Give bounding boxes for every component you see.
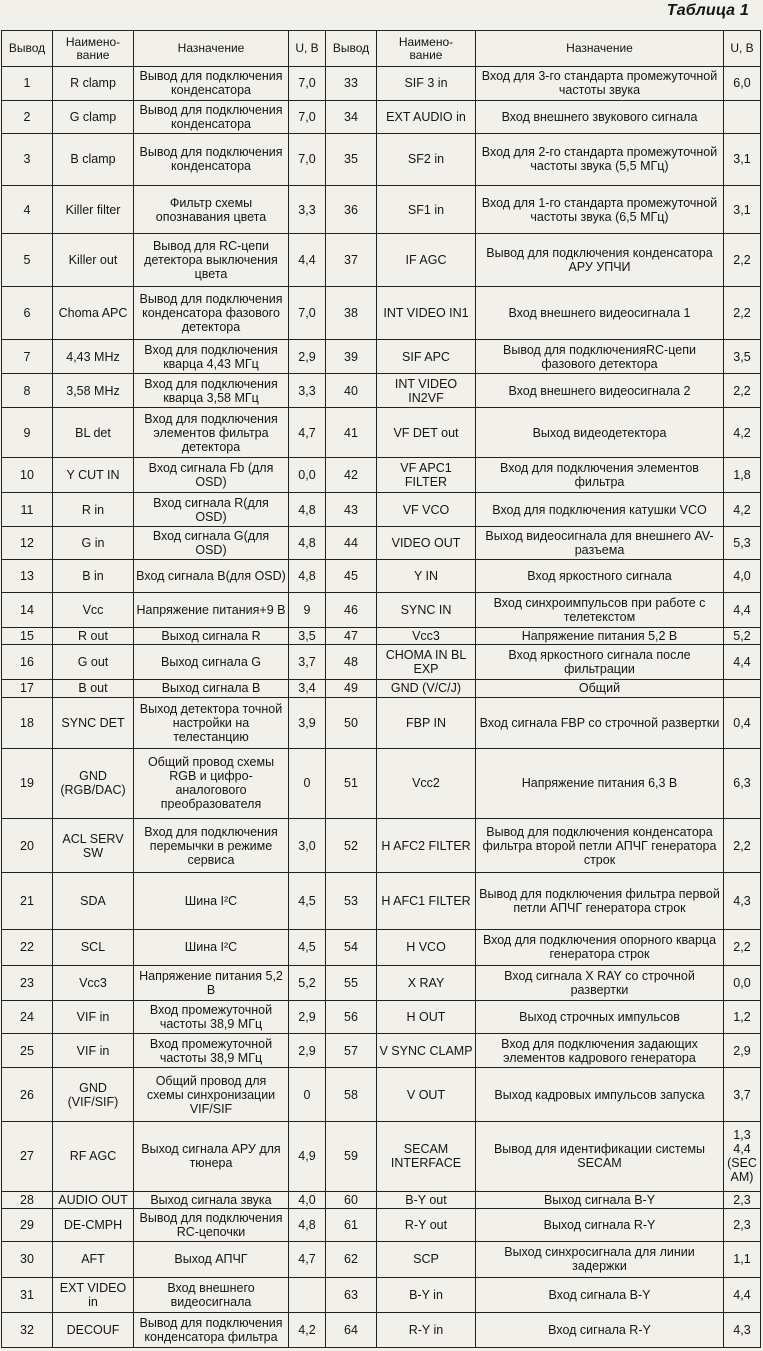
col-header-purpose-left: Назначение — [134, 31, 289, 67]
cell-name-right: VF VCO — [377, 493, 476, 527]
cell-voltage-left: 9 — [289, 592, 326, 627]
col-header-purpose-right: Назначение — [476, 31, 724, 67]
cell-purpose-left: Общий провод схемы RGB и цифро-аналогового преобразователя — [134, 748, 289, 818]
cell-name-left: GND (VIF/SIF) — [53, 1068, 134, 1121]
cell-voltage-right: 2,9 — [724, 1034, 761, 1068]
cell-voltage-right: 4,3 — [724, 873, 761, 929]
cell-name-left: BL det — [53, 407, 134, 457]
cell-name-right: SF2 in — [377, 133, 476, 185]
cell-purpose-left: Вывод для подключения конденсатора — [134, 133, 289, 185]
cell-voltage-left: 7,0 — [289, 67, 326, 101]
cell-purpose-left: Фильтр схемы опознавания цвета — [134, 186, 289, 234]
cell-voltage-left: 4,8 — [289, 493, 326, 527]
cell-voltage-left: 0 — [289, 1068, 326, 1121]
cell-purpose-left: Выход сигнала G — [134, 645, 289, 680]
cell-pin-right: 64 — [326, 1312, 377, 1347]
col-header-voltage-right: U, В — [724, 31, 761, 67]
cell-pin-right: 36 — [326, 186, 377, 234]
cell-voltage-right: 2,3 — [724, 1191, 761, 1208]
cell-pin-right: 40 — [326, 374, 377, 408]
cell-purpose-right: Вход сигнала FBP со строчной развертки — [476, 697, 724, 748]
table-caption: Таблица 1 — [666, 2, 749, 19]
cell-purpose-right: Выход видеосигнала для внешнего AV-разъема — [476, 527, 724, 560]
cell-purpose-right: Вход для подключения элементов фильтра — [476, 458, 724, 493]
cell-purpose-right: Вывод для подключения конденсатора АРУ УПЧИ — [476, 234, 724, 286]
cell-pin-left: 7 — [2, 340, 53, 374]
cell-name-left: AUDIO OUT — [53, 1191, 134, 1208]
cell-pin-left: 14 — [2, 592, 53, 627]
cell-purpose-left: Вход сигнала G(для OSD) — [134, 527, 289, 560]
cell-name-right: INT VIDEO IN1 — [377, 286, 476, 339]
cell-pin-left: 32 — [2, 1312, 53, 1347]
cell-voltage-left: 4,8 — [289, 527, 326, 560]
cell-voltage-left: 2,9 — [289, 340, 326, 374]
cell-purpose-left: Вход промежуточной частоты 38,9 МГц — [134, 1000, 289, 1034]
cell-name-right: R-Y out — [377, 1209, 476, 1242]
cell-pin-right: 54 — [326, 929, 377, 965]
cell-voltage-right: 2,2 — [724, 234, 761, 286]
cell-voltage-right: 2,2 — [724, 818, 761, 872]
cell-pin-left: 25 — [2, 1034, 53, 1068]
cell-voltage-right: 5,2 — [724, 627, 761, 644]
cell-voltage-right: 0,4 — [724, 697, 761, 748]
table-row — [2, 873, 761, 929]
cell-pin-right: 46 — [326, 592, 377, 627]
cell-name-right: SIF 3 in — [377, 67, 476, 101]
cell-pin-right: 37 — [326, 234, 377, 286]
cell-pin-right: 43 — [326, 493, 377, 527]
table-row — [2, 929, 761, 965]
cell-purpose-left: Вход сигнала Fb (для OSD) — [134, 458, 289, 493]
cell-purpose-left: Вывод для подключения RC-цепочки — [134, 1209, 289, 1242]
cell-pin-right: 35 — [326, 133, 377, 185]
cell-pin-right: 44 — [326, 527, 377, 560]
cell-purpose-left: Вывод для подключения конденсатора — [134, 100, 289, 133]
cell-voltage-left: 2,9 — [289, 1000, 326, 1034]
cell-voltage-left: 4,7 — [289, 407, 326, 457]
cell-voltage-right: 3,1 — [724, 186, 761, 234]
cell-voltage-right: 6,0 — [724, 67, 761, 101]
cell-pin-left: 3 — [2, 133, 53, 185]
cell-name-right: INT VIDEO IN2VF — [377, 374, 476, 408]
cell-name-right: R-Y in — [377, 1312, 476, 1347]
cell-purpose-right: Вход внешнего видеосигнала 2 — [476, 374, 724, 408]
cell-name-left: ACL SERV SW — [53, 818, 134, 872]
table-row — [2, 186, 761, 234]
cell-name-left: Vcc — [53, 592, 134, 627]
cell-purpose-left: Вывод для подключения конденсатора фильтра — [134, 1312, 289, 1347]
cell-voltage-right: 4,4 — [724, 592, 761, 627]
cell-voltage-left: 4,9 — [289, 1121, 326, 1191]
cell-voltage-left: 3,5 — [289, 627, 326, 644]
cell-pin-left: 24 — [2, 1000, 53, 1034]
cell-voltage-left: 3,3 — [289, 374, 326, 408]
cell-voltage-left: 7,0 — [289, 286, 326, 339]
cell-voltage-right: 3,1 — [724, 133, 761, 185]
cell-purpose-left: Общий провод для схемы синхронизации VIF/SIF — [134, 1068, 289, 1121]
cell-voltage-left: 4,0 — [289, 1191, 326, 1208]
cell-name-right: CHOMA IN BL EXP — [377, 645, 476, 680]
cell-purpose-right: Вход внешнего видеосигнала 1 — [476, 286, 724, 339]
cell-pin-left: 9 — [2, 407, 53, 457]
table-row — [2, 1000, 761, 1034]
cell-purpose-right: Вывод для подключения конденсатора фильтра второй петли АПЧГ генератора строк — [476, 818, 724, 872]
table-row — [2, 1034, 761, 1068]
cell-name-right: SCP — [377, 1241, 476, 1277]
cell-name-right: VF DET out — [377, 407, 476, 457]
cell-pin-right: 51 — [326, 748, 377, 818]
cell-name-left: SDA — [53, 873, 134, 929]
table-row — [2, 1191, 761, 1208]
cell-purpose-right: Вход для 2-го стандарта промежуточной частоты звука (5,5 МГц) — [476, 133, 724, 185]
table-row — [2, 680, 761, 697]
cell-pin-left: 13 — [2, 559, 53, 592]
cell-name-right: FBP IN — [377, 697, 476, 748]
table-row — [2, 67, 761, 101]
cell-purpose-left: Выход сигнала звука — [134, 1191, 289, 1208]
cell-pin-right: 50 — [326, 697, 377, 748]
table-row — [2, 493, 761, 527]
cell-pin-right: 41 — [326, 407, 377, 457]
cell-pin-left: 18 — [2, 697, 53, 748]
cell-name-right: IF AGC — [377, 234, 476, 286]
cell-pin-left: 22 — [2, 929, 53, 965]
table-row — [2, 340, 761, 374]
cell-name-left: B in — [53, 559, 134, 592]
cell-purpose-left: Вход промежуточной частоты 38,9 МГц — [134, 1034, 289, 1068]
cell-voltage-right: 5,3 — [724, 527, 761, 560]
table-row — [2, 559, 761, 592]
table-row — [2, 133, 761, 185]
cell-pin-right: 57 — [326, 1034, 377, 1068]
table-row — [2, 234, 761, 286]
cell-name-left: G clamp — [53, 100, 134, 133]
cell-purpose-right: Вход синхроимпульсов при работе с телетекстом — [476, 592, 724, 627]
cell-pin-left: 28 — [2, 1191, 53, 1208]
cell-name-right: VF APC1 FILTER — [377, 458, 476, 493]
cell-voltage-right: 2,2 — [724, 929, 761, 965]
cell-name-left: EXT VIDEO in — [53, 1277, 134, 1312]
cell-name-right: B-Y in — [377, 1277, 476, 1312]
cell-purpose-left: Напряжение питания+9 В — [134, 592, 289, 627]
cell-name-right: SECAM INTERFACE — [377, 1121, 476, 1191]
cell-voltage-right: 3,5 — [724, 340, 761, 374]
cell-pin-left: 26 — [2, 1068, 53, 1121]
cell-voltage-left — [289, 1277, 326, 1312]
cell-pin-right: 48 — [326, 645, 377, 680]
cell-voltage-left: 4,4 — [289, 234, 326, 286]
cell-pin-left: 12 — [2, 527, 53, 560]
cell-pin-left: 20 — [2, 818, 53, 872]
cell-purpose-right: Вход для подключения опорного кварца генератора строк — [476, 929, 724, 965]
cell-pin-right: 38 — [326, 286, 377, 339]
table-row — [2, 407, 761, 457]
cell-voltage-left: 4,5 — [289, 873, 326, 929]
cell-voltage-left: 7,0 — [289, 100, 326, 133]
cell-name-left: R out — [53, 627, 134, 644]
cell-voltage-left: 4,2 — [289, 1312, 326, 1347]
cell-purpose-right: Выход кадровых импульсов запуска — [476, 1068, 724, 1121]
cell-voltage-right: 3,7 — [724, 1068, 761, 1121]
cell-pin-left: 30 — [2, 1241, 53, 1277]
cell-name-left: GND (RGB/DAC) — [53, 748, 134, 818]
cell-pin-right: 34 — [326, 100, 377, 133]
cell-voltage-right — [724, 100, 761, 133]
cell-name-right: GND (V/C/J) — [377, 680, 476, 697]
cell-purpose-right: Выход сигнала B-Y — [476, 1191, 724, 1208]
cell-purpose-left: Вывод для RC-цепи детектора выключения цвета — [134, 234, 289, 286]
cell-purpose-right: Вход для подключения катушки VCO — [476, 493, 724, 527]
table-row — [2, 748, 761, 818]
col-header-pin-right: Вывод — [326, 31, 377, 67]
cell-voltage-right: 4,4 — [724, 1277, 761, 1312]
table-row — [2, 1277, 761, 1312]
cell-name-right: H VCO — [377, 929, 476, 965]
cell-purpose-right: Вход яркостного сигнала — [476, 559, 724, 592]
cell-name-left: Killer out — [53, 234, 134, 286]
cell-voltage-right: 2,2 — [724, 286, 761, 339]
cell-voltage-right: 4,2 — [724, 407, 761, 457]
cell-name-right: Vcc2 — [377, 748, 476, 818]
col-header-name-right: Наимено- вание — [377, 31, 476, 67]
cell-purpose-left: Вход для подключения кварца 4,43 МГц — [134, 340, 289, 374]
cell-purpose-left: Напряжение питания 5,2 В — [134, 965, 289, 1000]
cell-purpose-left: Выход сигнала B — [134, 680, 289, 697]
cell-pin-left: 17 — [2, 680, 53, 697]
cell-name-left: VIF in — [53, 1034, 134, 1068]
table-row — [2, 627, 761, 644]
col-header-voltage-left: U, В — [289, 31, 326, 67]
cell-name-left: G out — [53, 645, 134, 680]
cell-purpose-right: Выход видеодетектора — [476, 407, 724, 457]
cell-purpose-right: Напряжение питания 5,2 В — [476, 627, 724, 644]
cell-name-left: Killer filter — [53, 186, 134, 234]
table-header-row — [2, 31, 761, 67]
cell-voltage-right — [724, 680, 761, 697]
cell-purpose-left: Шина I²C — [134, 929, 289, 965]
cell-name-right: SF1 in — [377, 186, 476, 234]
cell-voltage-left: 0 — [289, 748, 326, 818]
table-row — [2, 527, 761, 560]
cell-voltage-left: 4,8 — [289, 1209, 326, 1242]
col-header-pin-left: Вывод — [2, 31, 53, 67]
cell-pin-left: 10 — [2, 458, 53, 493]
cell-voltage-left: 0,0 — [289, 458, 326, 493]
cell-voltage-left: 3,3 — [289, 186, 326, 234]
cell-purpose-right: Вход сигнала X RAY со строчной развертки — [476, 965, 724, 1000]
cell-purpose-right: Вход внешнего звукового сигнала — [476, 100, 724, 133]
cell-name-right: H OUT — [377, 1000, 476, 1034]
cell-purpose-left: Шина I²C — [134, 873, 289, 929]
cell-pin-right: 42 — [326, 458, 377, 493]
cell-voltage-left: 4,8 — [289, 559, 326, 592]
cell-name-left: 4,43 MHz — [53, 340, 134, 374]
table-row — [2, 645, 761, 680]
cell-purpose-right: Вход для 3-го стандарта промежуточной частоты звука — [476, 67, 724, 101]
cell-pin-left: 2 — [2, 100, 53, 133]
cell-voltage-right: 4,2 — [724, 493, 761, 527]
cell-name-left: DE-CMPH — [53, 1209, 134, 1242]
table-row — [2, 697, 761, 748]
cell-name-right: EXT AUDIO in — [377, 100, 476, 133]
cell-purpose-right: Выход сигнала R-Y — [476, 1209, 724, 1242]
cell-purpose-right: Вход для подключения задающих элементов кадрового генератора — [476, 1034, 724, 1068]
cell-voltage-right: 2,2 — [724, 374, 761, 408]
cell-pin-right: 52 — [326, 818, 377, 872]
cell-pin-right: 39 — [326, 340, 377, 374]
table-row — [2, 100, 761, 133]
cell-pin-left: 8 — [2, 374, 53, 408]
cell-purpose-left: Выход АПЧГ — [134, 1241, 289, 1277]
cell-voltage-left: 3,9 — [289, 697, 326, 748]
cell-pin-right: 47 — [326, 627, 377, 644]
cell-name-left: SYNC DET — [53, 697, 134, 748]
cell-pin-left: 4 — [2, 186, 53, 234]
cell-name-left: R in — [53, 493, 134, 527]
cell-pin-left: 21 — [2, 873, 53, 929]
cell-purpose-left: Выход сигнала АРУ для тюнера — [134, 1121, 289, 1191]
cell-voltage-left: 3,0 — [289, 818, 326, 872]
cell-pin-right: 53 — [326, 873, 377, 929]
cell-pin-right: 62 — [326, 1241, 377, 1277]
cell-purpose-right: Общий — [476, 680, 724, 697]
cell-voltage-right: 1,1 — [724, 1241, 761, 1277]
cell-pin-right: 55 — [326, 965, 377, 1000]
table-row — [2, 1121, 761, 1191]
cell-voltage-right: 0,0 — [724, 965, 761, 1000]
table-row — [2, 818, 761, 872]
cell-voltage-left: 3,4 — [289, 680, 326, 697]
cell-pin-left: 11 — [2, 493, 53, 527]
cell-name-left: Y CUT IN — [53, 458, 134, 493]
cell-voltage-right: 4,0 — [724, 559, 761, 592]
cell-purpose-left: Вход для подключения перемычки в режиме сервиса — [134, 818, 289, 872]
cell-voltage-right: 1,3 4,4 (SEC AM) — [724, 1121, 761, 1191]
cell-purpose-left: Вход внешнего видеосигнала — [134, 1277, 289, 1312]
cell-purpose-right: Вывод для подключения фильтра первой петли АПЧГ генератора строк — [476, 873, 724, 929]
cell-purpose-left: Вход сигнала B(для OSD) — [134, 559, 289, 592]
table-row — [2, 965, 761, 1000]
cell-voltage-left: 7,0 — [289, 133, 326, 185]
cell-pin-right: 59 — [326, 1121, 377, 1191]
cell-name-left: R clamp — [53, 67, 134, 101]
table-row — [2, 458, 761, 493]
cell-pin-left: 23 — [2, 965, 53, 1000]
cell-purpose-right: Вывод для идентификации системы SECAM — [476, 1121, 724, 1191]
cell-name-right: SIF APC — [377, 340, 476, 374]
cell-purpose-right: Вход для 1-го стандарта промежуточной частоты звука (6,5 МГц) — [476, 186, 724, 234]
cell-name-right: V OUT — [377, 1068, 476, 1121]
cell-name-left: Choma APC — [53, 286, 134, 339]
cell-pin-left: 5 — [2, 234, 53, 286]
cell-purpose-left: Вход сигнала R(для OSD) — [134, 493, 289, 527]
cell-pin-right: 33 — [326, 67, 377, 101]
pin-assignment-table — [1, 30, 761, 1348]
cell-name-left: G in — [53, 527, 134, 560]
cell-name-left: DECOUF — [53, 1312, 134, 1347]
cell-purpose-right: Вход сигнала R-Y — [476, 1312, 724, 1347]
cell-purpose-left: Выход детектора точной настройки на телестанцию — [134, 697, 289, 748]
cell-purpose-right: Выход строчных импульсов — [476, 1000, 724, 1034]
cell-name-left: AFT — [53, 1241, 134, 1277]
table-row — [2, 1068, 761, 1121]
cell-name-right: X RAY — [377, 965, 476, 1000]
cell-pin-right: 60 — [326, 1191, 377, 1208]
cell-name-right: H AFC2 FILTER — [377, 818, 476, 872]
cell-purpose-left: Вход для подключения элементов фильтра детектора — [134, 407, 289, 457]
cell-name-left: VIF in — [53, 1000, 134, 1034]
cell-pin-right: 56 — [326, 1000, 377, 1034]
cell-pin-right: 58 — [326, 1068, 377, 1121]
cell-name-right: Vcc3 — [377, 627, 476, 644]
cell-name-right: SYNC IN — [377, 592, 476, 627]
table-row — [2, 374, 761, 408]
table-row — [2, 1241, 761, 1277]
cell-pin-left: 19 — [2, 748, 53, 818]
cell-pin-left: 6 — [2, 286, 53, 339]
col-header-name-left: Наимено- вание — [53, 31, 134, 67]
cell-purpose-right: Вход сигнала B-Y — [476, 1277, 724, 1312]
cell-pin-right: 63 — [326, 1277, 377, 1312]
cell-purpose-right: Выход синхросигнала для линии задержки — [476, 1241, 724, 1277]
cell-voltage-right: 6,3 — [724, 748, 761, 818]
cell-voltage-right: 2,3 — [724, 1209, 761, 1242]
cell-name-left: B out — [53, 680, 134, 697]
table-row — [2, 1312, 761, 1347]
cell-voltage-left: 2,9 — [289, 1034, 326, 1068]
cell-pin-left: 15 — [2, 627, 53, 644]
cell-pin-left: 27 — [2, 1121, 53, 1191]
cell-name-right: V SYNC CLAMP — [377, 1034, 476, 1068]
cell-pin-right: 61 — [326, 1209, 377, 1242]
cell-voltage-right: 4,4 — [724, 645, 761, 680]
cell-name-left: 3,58 MHz — [53, 374, 134, 408]
cell-pin-right: 49 — [326, 680, 377, 697]
cell-pin-left: 1 — [2, 67, 53, 101]
cell-name-left: Vcc3 — [53, 965, 134, 1000]
cell-name-right: Y IN — [377, 559, 476, 592]
cell-pin-left: 31 — [2, 1277, 53, 1312]
table-row — [2, 1209, 761, 1242]
cell-pin-left: 16 — [2, 645, 53, 680]
cell-purpose-right: Вывод для подключенияRC-цепи фазового детектора — [476, 340, 724, 374]
cell-purpose-right: Напряжение питания 6,3 В — [476, 748, 724, 818]
cell-name-left: B clamp — [53, 133, 134, 185]
cell-purpose-right: Вход яркостного сигнала после фильтрации — [476, 645, 724, 680]
cell-name-left: RF AGC — [53, 1121, 134, 1191]
cell-name-right: VIDEO OUT — [377, 527, 476, 560]
cell-voltage-right: 1,2 — [724, 1000, 761, 1034]
cell-voltage-right: 1,8 — [724, 458, 761, 493]
cell-purpose-left: Выход сигнала R — [134, 627, 289, 644]
cell-name-right: B-Y out — [377, 1191, 476, 1208]
cell-voltage-left: 3,7 — [289, 645, 326, 680]
cell-name-left: SCL — [53, 929, 134, 965]
table-row — [2, 286, 761, 339]
cell-voltage-left: 4,7 — [289, 1241, 326, 1277]
cell-purpose-left: Вывод для подключения конденсатора фазового детектора — [134, 286, 289, 339]
cell-voltage-right: 4,3 — [724, 1312, 761, 1347]
cell-voltage-left: 4,5 — [289, 929, 326, 965]
cell-name-right: H AFC1 FILTER — [377, 873, 476, 929]
cell-pin-left: 29 — [2, 1209, 53, 1242]
cell-voltage-left: 5,2 — [289, 965, 326, 1000]
cell-pin-right: 45 — [326, 559, 377, 592]
table-row — [2, 592, 761, 627]
cell-purpose-left: Вывод для подключения конденсатора — [134, 67, 289, 101]
cell-purpose-left: Вход для подключения кварца 3,58 МГц — [134, 374, 289, 408]
